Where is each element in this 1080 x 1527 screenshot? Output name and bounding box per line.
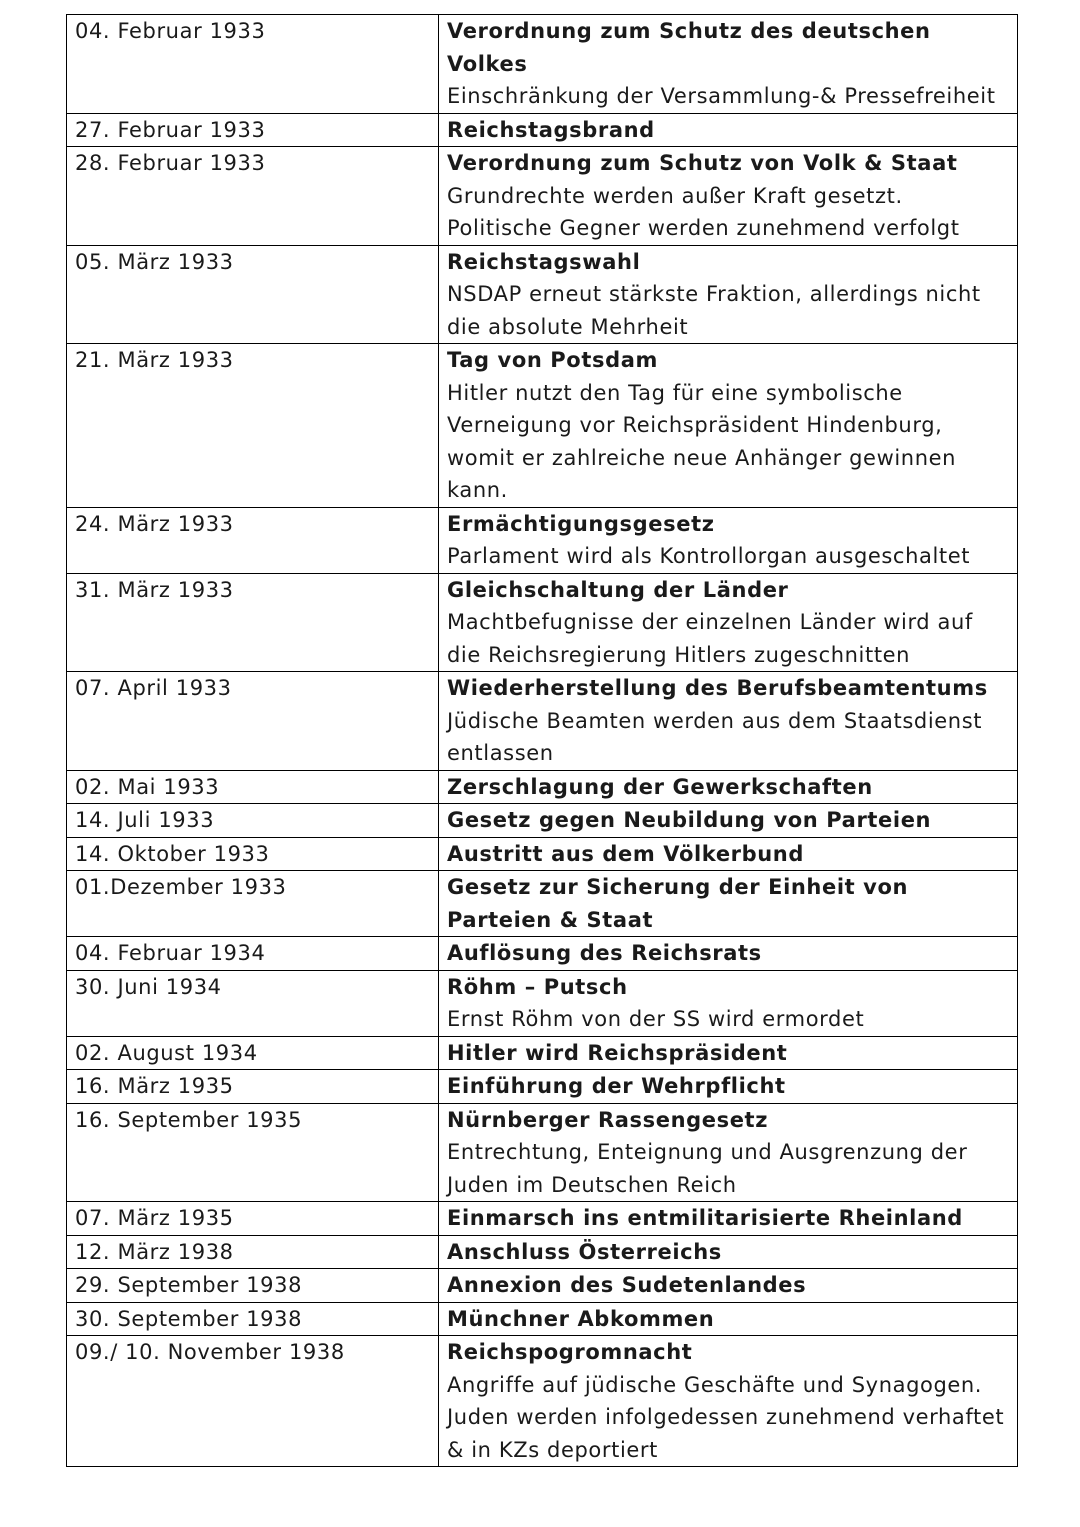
event-cell [439, 113, 1018, 147]
date-cell: 24. März 1933 [67, 507, 439, 573]
date-cell: 21. März 1933 [67, 344, 439, 508]
table-row [67, 1202, 1018, 1236]
event-cell [439, 970, 1018, 1036]
event-title: Reichspogromnacht [447, 1340, 693, 1364]
event-description: Parlament wird als Kontrollorgan ausgeschaltet [447, 544, 971, 568]
event-cell [439, 1235, 1018, 1269]
event-cell [439, 1202, 1018, 1236]
event-title: Zerschlagung der Gewerkschaften [447, 774, 873, 799]
event-description: NSDAP erneut stärkste Fraktion, allerdings nicht die absolute Mehrheit [447, 282, 981, 339]
event-title: Ermächtigungsgesetz [447, 511, 715, 536]
event-cell [439, 1302, 1018, 1336]
event-title: Auflösung des Reichsrats [447, 941, 762, 965]
event-cell [439, 344, 1018, 508]
timeline-body [67, 15, 1018, 1467]
date-cell: 04. Februar 1934 [67, 937, 439, 971]
event-cell [439, 245, 1018, 344]
table-row [67, 970, 1018, 1036]
date-cell: 31. März 1933 [67, 573, 439, 672]
table-row [67, 837, 1018, 871]
table-row [67, 871, 1018, 937]
event-cell [439, 837, 1018, 871]
event-description: Ernst Röhm von der SS wird ermordet [447, 1007, 865, 1031]
event-title: Reichstagsbrand [447, 117, 655, 142]
event-cell [439, 573, 1018, 672]
table-row [67, 937, 1018, 971]
event-title: Einmarsch ins entmilitarisierte Rheinland [447, 1206, 963, 1230]
event-title: Gesetz zur Sicherung der Einheit von Parteien & Staat [447, 875, 909, 932]
event-cell [439, 147, 1018, 246]
event-title: Reichstagswahl [447, 249, 641, 274]
table-row [67, 15, 1018, 114]
date-cell: 02. Mai 1933 [67, 770, 439, 804]
event-title: Röhm – Putsch [447, 974, 628, 999]
event-cell [439, 871, 1018, 937]
table-row [67, 344, 1018, 508]
date-cell: 07. März 1935 [67, 1202, 439, 1236]
table-row [67, 573, 1018, 672]
event-description: Grundrechte werden außer Kraft gesetzt. Politische Gegner werden zunehmend verfolgt [447, 183, 960, 240]
table-row [67, 1036, 1018, 1070]
date-cell: 29. September 1938 [67, 1269, 439, 1303]
table-row [67, 1235, 1018, 1269]
date-cell: 05. März 1933 [67, 245, 439, 344]
event-title: Verordnung zum Schutz von Volk & Staat [447, 151, 958, 175]
event-title: Annexion des Sudetenlandes [447, 1273, 807, 1297]
event-description: Angriffe auf jüdische Geschäfte und Synagogen. Juden werden infolgedessen zunehmend verhaftet & in KZs deportiert [447, 1372, 1005, 1462]
table-row [67, 1070, 1018, 1104]
event-description: Hitler nutzt den Tag für eine symbolische Verneigung vor Reichspräsident Hindenburg, womit er zahlreiche neue Anhänger gewinnen kann. [447, 380, 957, 502]
date-cell: 14. Oktober 1933 [67, 837, 439, 871]
event-cell [439, 507, 1018, 573]
event-title: Gesetz gegen Neubildung von Parteien [447, 808, 932, 832]
event-title: Gleichschaltung der Länder [447, 577, 789, 602]
date-cell: 07. April 1933 [67, 672, 439, 771]
event-cell [439, 1070, 1018, 1104]
date-cell: 30. Juni 1934 [67, 970, 439, 1036]
event-cell [439, 1103, 1018, 1202]
table-row [67, 672, 1018, 771]
table-row [67, 245, 1018, 344]
table-row [67, 1336, 1018, 1467]
event-cell [439, 15, 1018, 114]
timeline-table [66, 14, 1018, 1467]
date-cell: 02. August 1934 [67, 1036, 439, 1070]
date-cell: 09./ 10. November 1938 [67, 1336, 439, 1467]
event-description: Entrechtung, Enteignung und Ausgrenzung der Juden im Deutschen Reich [447, 1140, 968, 1197]
table-row [67, 804, 1018, 838]
event-title: Tag von Potsdam [447, 348, 658, 372]
date-cell: 27. Februar 1933 [67, 113, 439, 147]
table-row [67, 1302, 1018, 1336]
event-title: Münchner Abkommen [447, 1306, 715, 1331]
date-cell: 04. Februar 1933 [67, 15, 439, 114]
event-title: Einführung der Wehrpflicht [447, 1074, 786, 1098]
table-row [67, 507, 1018, 573]
date-cell: 16. September 1935 [67, 1103, 439, 1202]
table-row [67, 147, 1018, 246]
event-description: Einschränkung der Versammlung-& Pressefreiheit [447, 84, 996, 108]
event-cell [439, 672, 1018, 771]
event-cell [439, 1036, 1018, 1070]
table-row [67, 1269, 1018, 1303]
event-cell [439, 804, 1018, 838]
event-cell [439, 937, 1018, 971]
date-cell: 28. Februar 1933 [67, 147, 439, 246]
table-row [67, 1103, 1018, 1202]
event-cell [439, 770, 1018, 804]
date-cell: 01.Dezember 1933 [67, 871, 439, 937]
event-description: Jüdische Beamten werden aus dem Staatsdienst entlassen [447, 708, 983, 765]
date-cell: 12. März 1938 [67, 1235, 439, 1269]
event-cell [439, 1269, 1018, 1303]
event-title: Nürnberger Rassengesetz [447, 1107, 769, 1132]
date-cell: 14. Juli 1933 [67, 804, 439, 838]
table-row [67, 113, 1018, 147]
event-title: Anschluss Österreichs [447, 1239, 722, 1264]
table-row [67, 770, 1018, 804]
event-title: Wiederherstellung des Berufsbeamtentums [447, 676, 988, 700]
event-title: Verordnung zum Schutz des deutschen Volkes [447, 19, 931, 76]
event-title: Hitler wird Reichspräsident [447, 1040, 788, 1065]
event-cell [439, 1336, 1018, 1467]
event-description: Machtbefugnisse der einzelnen Länder wird auf die Reichsregierung Hitlers zugeschnitten [447, 610, 973, 667]
date-cell: 30. September 1938 [67, 1302, 439, 1336]
event-title: Austritt aus dem Völkerbund [447, 841, 804, 866]
date-cell: 16. März 1935 [67, 1070, 439, 1104]
